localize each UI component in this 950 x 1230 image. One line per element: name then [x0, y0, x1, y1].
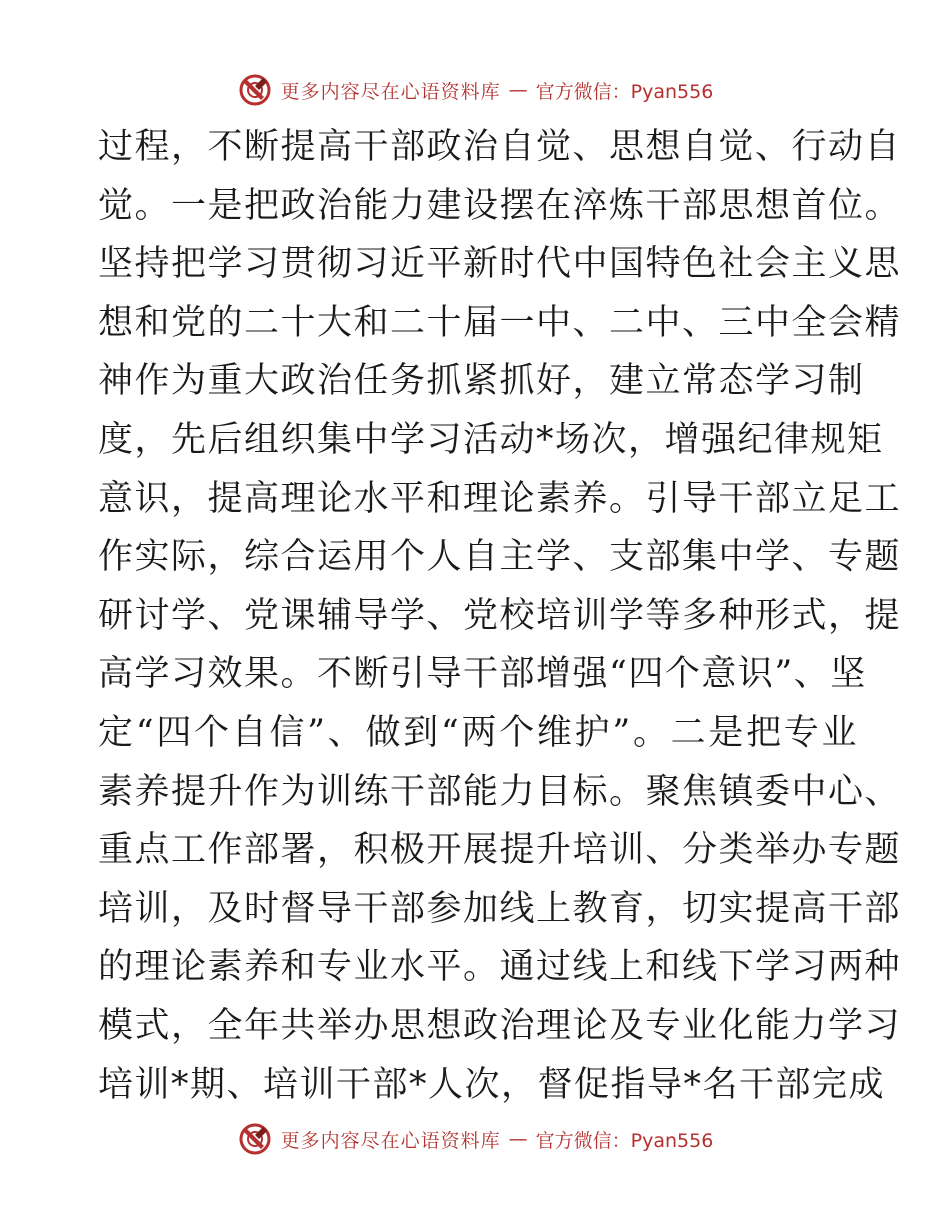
banner-wechat-text: 官方微信：Pyan556: [535, 80, 714, 103]
body-line: 培训*期、培训干部*人次，督促指导*名干部完成: [98, 1064, 886, 1105]
logo-icon: [237, 72, 273, 108]
body-line: 研讨学、党课辅导学、党校培训学等多种形式，提: [98, 595, 902, 636]
body-line: 模式，全年共举办思想政治理论及专业化能力学习: [98, 1005, 902, 1046]
body-line: 重点工作部署，积极开展提升培训、分类举办专题: [98, 830, 902, 871]
body-line: 坚持把学习贯彻习近平新时代中国特色社会主义思: [98, 244, 902, 285]
banner-dash: —: [508, 79, 528, 101]
body-line: 高学习效果。不断引导干部增强“四个意识”、坚: [98, 654, 867, 695]
body-line: 想和党的二十大和二十届一中、二中、三中全会精: [98, 302, 902, 343]
body-line: 意识，提高理论水平和理论素养。引导干部立足工: [98, 478, 902, 519]
banner-site-text: 更多内容尽在心语资料库: [280, 1129, 501, 1152]
body-line: 作实际，综合运用个人自主学、支部集中学、专题: [98, 537, 902, 578]
body-line: 神作为重大政治任务抓紧抓好，建立常态学习制: [98, 361, 865, 402]
banner-site-text: 更多内容尽在心语资料库: [280, 80, 501, 103]
banner-wechat-text: 官方微信：Pyan556: [535, 1129, 714, 1152]
body-line: 的理论素养和专业水平。通过线上和线下学习两种: [98, 947, 902, 988]
footer-banner: [0, 1119, 950, 1159]
body-line: 度，先后组织集中学习活动*场次，增强纪律规矩: [98, 419, 884, 460]
body-line: 觉。一是把政治能力建设摆在淬炼干部思想首位。: [98, 185, 902, 226]
body-line: 定“四个自信”、做到“两个维护”。二是把专业: [98, 712, 858, 753]
document-body: [98, 118, 902, 1114]
logo-icon: [237, 1121, 273, 1157]
header-banner: [0, 70, 950, 110]
body-line: 过程，不断提高干部政治自觉、思想自觉、行动自: [98, 127, 902, 167]
body-line: 素养提升作为训练干部能力目标。聚焦镇委中心、: [98, 771, 902, 812]
banner-dash: —: [508, 1128, 528, 1150]
body-line: 培训，及时督导干部参加线上教育，切实提高干部: [98, 888, 902, 929]
